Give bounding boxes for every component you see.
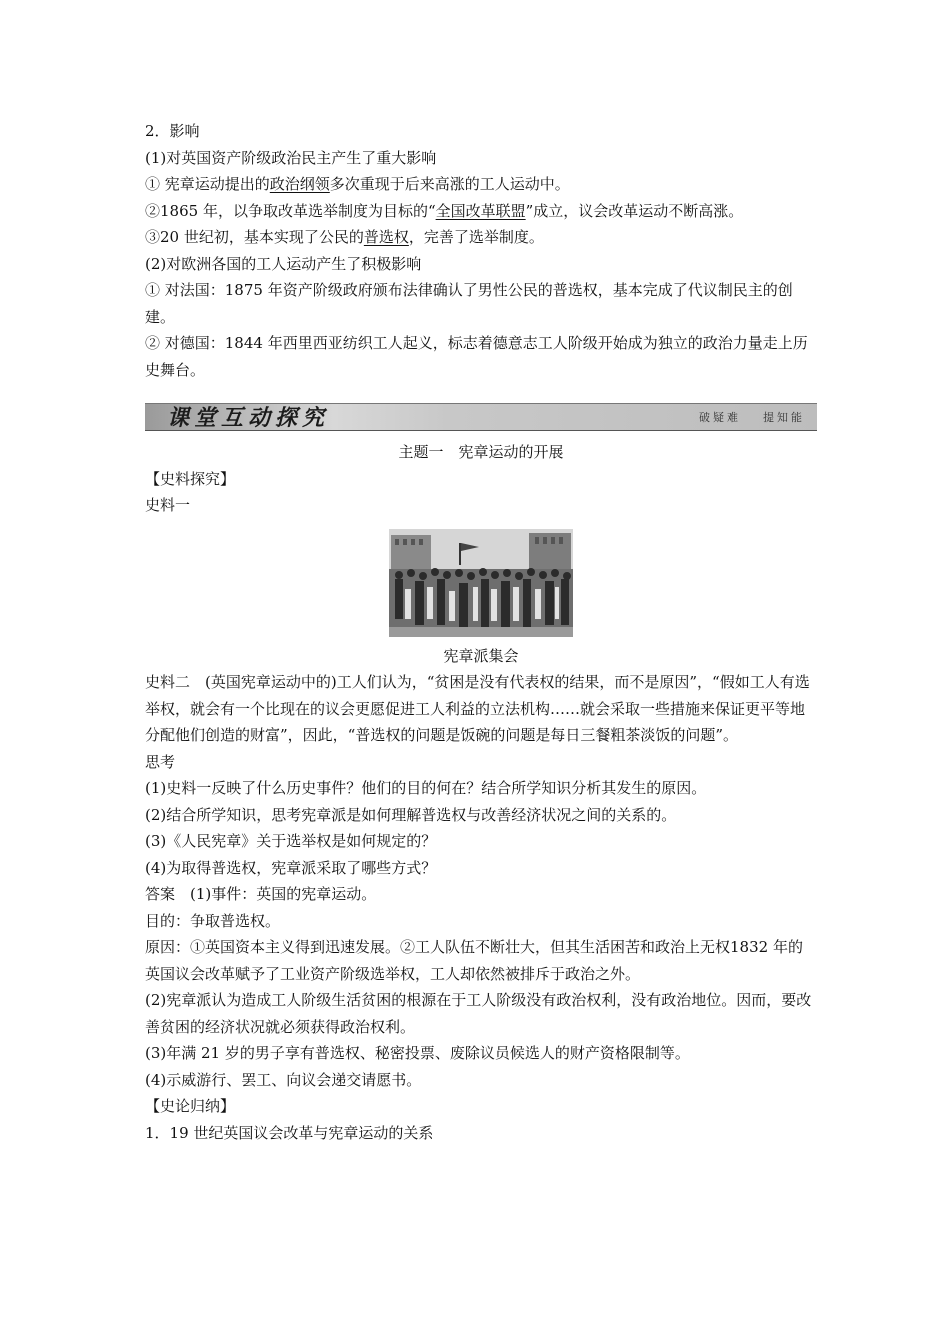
chartist-meeting-image (145, 529, 817, 637)
question: (3)《人民宪章》关于选举权是如何规定的？ (145, 832, 437, 850)
source-text: 史料二 (英国宪章运动中的)工人们认为，“贫困是没有代表权的结果，而不是原因”，“假如工人有选举权，就会有一个比现在的议会更愿促进工人利益的立法机构……就会采取一些措施来保证更平等地分配他们创造的财富”，因此，“普选权的问题是饭碗的问题是每日三餐粗茶淡饭的问题”。 (145, 673, 810, 744)
section-tag: 【史论归纳】 (145, 1097, 236, 1115)
paragraph: (2)对欧洲各国的工人运动产生了积极影响 (145, 254, 422, 273)
paragraph: 1．19 世纪英国议会改革与宪章运动的关系 (145, 1123, 434, 1142)
list-item: ③20 世纪初，基本实现了公民的普选权，完善了选举制度。 (145, 228, 544, 246)
section-label: 思考 (145, 752, 176, 771)
paragraph: (1)对英国资产阶级政治民主产生了重大影响 (145, 148, 437, 167)
question: (4)为取得普选权，宪章派采取了哪些方式？ (145, 858, 437, 877)
list-item: ② 对德国：1844 年西里西亚纺织工人起义，标志着德意志工人阶级开始成为独立的政治力量走上历史舞台。 (145, 334, 808, 379)
underlined-term: 普选权 (363, 228, 409, 246)
banner-title: 课堂互动探究 (167, 405, 330, 431)
banner-tags: 破疑难 提知能 (699, 411, 805, 424)
list-item: ① 对法国：1875 年资产阶级政府颁布法律确认了男性公民的普选权，基本完成了代议制民主的创建。 (145, 281, 793, 326)
question: (2)结合所学知识，思考宪章派是如何理解普选权与改善经济状况之间的关系的。 (145, 805, 677, 824)
question: (1)史料一反映了什么历史事件？他们的目的何在？结合所学知识分析其发生的原因。 (145, 779, 707, 797)
document-page (145, 118, 817, 1146)
list-item: ②1865 年，以争取改革选举制度为目标的“全国改革联盟”成立，议会改革运动不断高涨。 (145, 201, 744, 220)
list-item: ① 宪章运动提出的政治纲领多次重现于后来高涨的工人运动中。 (145, 175, 570, 193)
source-label: 史料一 (145, 496, 191, 514)
answer: (2)宪章派认为造成工人阶级生活贫困的根源在于工人阶级没有政治权利，没有政治地位。因而，要改善贫困的经济状况就必须获得政治权利。 (145, 991, 812, 1036)
answer: (3)年满 21 岁的男子享有普选权、秘密投票、废除议员候选人的财产资格限制等。 (145, 1044, 690, 1062)
answer: 答案 (1)事件：英国的宪章运动。 (145, 885, 377, 903)
engraving-illustration (389, 529, 573, 637)
section-banner (145, 403, 817, 431)
answer: 原因：①英国资本主义得到迅速发展。②工人队伍不断壮大，但其生活困苦和政治上无权1832 年的英国议会改革赋予了工业资产阶级选举权，工人却依然被排斥于政治之外。 (145, 938, 803, 983)
section-tag: 【史料探究】 (145, 469, 236, 488)
underlined-term: 全国改革联盟 (435, 201, 526, 220)
answer: (4)示威游行、罢工、向议会递交请愿书。 (145, 1070, 422, 1089)
image-caption: 宪章派集会 (443, 646, 519, 665)
section-heading: 2．影响 (145, 122, 200, 140)
topic-title: 主题一 宪章运动的开展 (398, 443, 564, 461)
underlined-term: 政治纲领 (269, 175, 330, 193)
answer: 目的：争取普选权。 (145, 911, 281, 930)
